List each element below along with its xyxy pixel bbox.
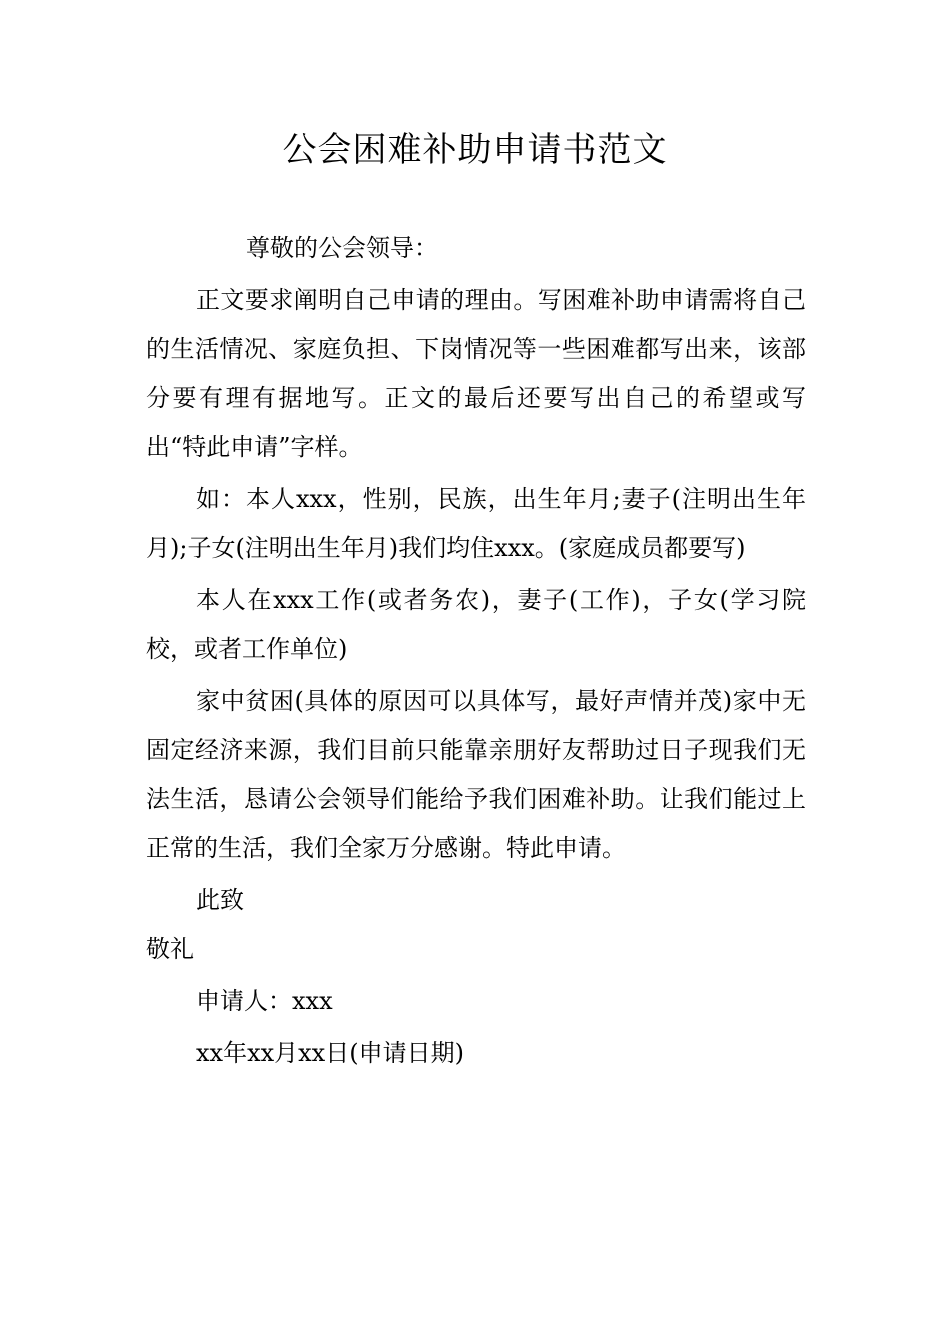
- applicant-line: 申请人：xxx: [196, 987, 333, 1015]
- paragraph-reason: 家中贫困(具体的原因可以具体写，最好声情并茂)家中无固定经济来源，我们目前只能靠亲朋好友帮助过日子现我们无法生活，恳请公会领导们能给予我们困难补助。让我们能过上正常的生活，我们全家万分感谢。特此申请。: [146, 687, 806, 862]
- salutation: 尊敬的公会领导：: [246, 234, 438, 262]
- paragraph-work: 本人在xxx工作(或者务农)，妻子(工作)，子女(学习院校，或者工作单位): [146, 586, 806, 663]
- closing-jingli: 敬礼: [146, 935, 194, 963]
- paragraph-family: 如：本人xxx，性别，民族，出生年月;妻子(注明出生年月);子女(注明出生年月)我们均住xxx。(家庭成员都要写): [146, 485, 806, 562]
- document-title: 公会困难补助申请书范文: [282, 130, 668, 170]
- paragraph-intro: 正文要求阐明自己申请的理由。写困难补助申请需将自己的生活情况、家庭负担、下岗情况等一些困难都写出来，该部分要有理有据地写。正文的最后还要写出自己的希望或写出“特此申请”字样。: [146, 286, 806, 461]
- document-body: [146, 224, 806, 1078]
- date-line: xx年xx月xx日(申请日期): [196, 1039, 464, 1067]
- closing-cizhi: 此致: [196, 886, 244, 914]
